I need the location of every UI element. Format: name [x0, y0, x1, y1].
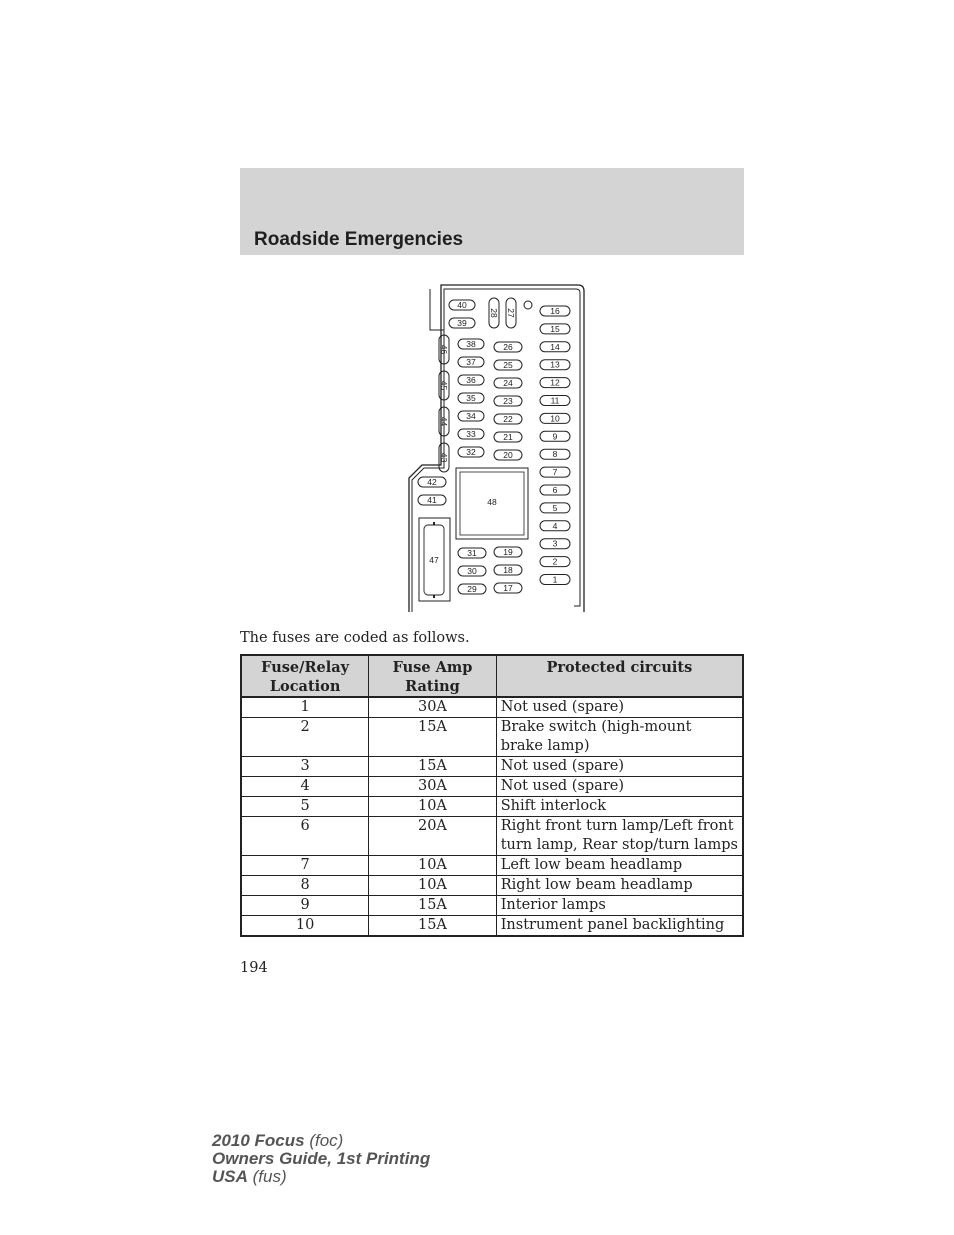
- fuse-label: 7: [552, 467, 558, 478]
- fuse-slot: [494, 547, 522, 557]
- fuse-slot: [418, 495, 446, 505]
- fuse-label: 39: [457, 318, 467, 328]
- fuse-label: 5: [552, 502, 558, 513]
- cell-rating: 15A: [369, 896, 496, 916]
- cell-location: 7: [241, 856, 369, 876]
- fuse-label: 33: [466, 429, 476, 439]
- fuse-label: 36: [466, 375, 476, 385]
- fuse-label: 23: [503, 396, 513, 406]
- fuse-slot: [494, 342, 522, 352]
- cell-rating: 30A: [369, 697, 496, 718]
- cell-location: 9: [241, 896, 369, 916]
- cell-location: 8: [241, 876, 369, 896]
- header-circuits: Protected circuits: [496, 655, 743, 697]
- cell-rating: 10A: [369, 876, 496, 896]
- cell-location: 3: [241, 757, 369, 777]
- table-row: [241, 697, 743, 718]
- table-row: [241, 757, 743, 777]
- table-row: [241, 856, 743, 876]
- section-title: Roadside Emergencies: [254, 229, 464, 250]
- fuse-slot: [540, 396, 570, 406]
- fuse-slot: [540, 378, 570, 388]
- fuse-label: 34: [466, 411, 476, 421]
- cell-circuits: Shift interlock: [496, 797, 743, 817]
- relay-47-label: 47: [429, 555, 439, 565]
- table-row: [241, 876, 743, 896]
- fuse-label: 37: [466, 357, 476, 367]
- fuse-table: [240, 654, 744, 937]
- intro-text: The fuses are coded as follows.: [240, 630, 470, 646]
- fuse-slot: [458, 548, 486, 558]
- table-row: [241, 896, 743, 916]
- cell-circuits: Not used (spare): [496, 777, 743, 797]
- fuse-label: 31: [467, 548, 477, 558]
- fuse-label: 24: [503, 378, 513, 388]
- cell-location: 1: [241, 697, 369, 718]
- fuse-slot: [458, 375, 484, 385]
- cell-location: 6: [241, 817, 369, 856]
- fuse-slot: [458, 339, 484, 349]
- cell-circuits: Interior lamps: [496, 896, 743, 916]
- page-number: 194: [240, 960, 268, 976]
- fuse-slot: [494, 565, 522, 575]
- cell-circuits: Not used (spare): [496, 757, 743, 777]
- fuse-label: 17: [503, 583, 513, 593]
- fuse-label: 42: [427, 477, 437, 487]
- fuse-label: 43: [439, 452, 449, 463]
- cell-circuits: Not used (spare): [496, 697, 743, 718]
- fuse-label: 44: [439, 416, 449, 427]
- fuse-label: 32: [466, 447, 476, 457]
- fuse-label: 20: [503, 450, 513, 460]
- fuse-slot: [458, 393, 484, 403]
- fuse-label: 19: [503, 547, 513, 557]
- footer-market: USA: [212, 1167, 248, 1186]
- fuse-slot: [506, 298, 516, 328]
- cell-location: 4: [241, 777, 369, 797]
- fuse-slot: [458, 566, 486, 576]
- fuse-slot: [540, 485, 570, 495]
- fuse-panel-diagram: [400, 280, 590, 615]
- fuse-slot: [540, 342, 570, 352]
- fuse-label: 26: [503, 342, 513, 352]
- fuse-slot: [540, 413, 570, 423]
- fuse-label: 46: [439, 344, 449, 355]
- fuse-slot: [540, 467, 570, 477]
- fuse-slot: [449, 300, 475, 310]
- fuse-label: 2: [552, 556, 558, 567]
- cell-rating: 15A: [369, 916, 496, 937]
- fuse-slot: [458, 584, 486, 594]
- fuse-label: 25: [503, 360, 513, 370]
- fuse-slot: [540, 575, 570, 585]
- fuse-slot: [494, 378, 522, 388]
- fuse-slot: [458, 447, 484, 457]
- fuse-slot: [494, 396, 522, 406]
- fuse-label: 35: [466, 393, 476, 403]
- cell-rating: 10A: [369, 856, 496, 876]
- fuse-label: 30: [467, 566, 477, 576]
- fuse-table-header: [241, 655, 743, 697]
- fuse-slot: [494, 583, 522, 593]
- fuse-label: 45: [439, 380, 449, 391]
- fuse-label: 9: [552, 431, 558, 442]
- fuse-label: 22: [503, 414, 513, 424]
- cell-location: 10: [241, 916, 369, 937]
- fuse-label: 1: [552, 574, 558, 585]
- fuse-label: 14: [550, 341, 560, 352]
- footer-model: 2010 Focus: [212, 1131, 305, 1150]
- cell-circuits: Left low beam headlamp: [496, 856, 743, 876]
- footer-guide: Owners Guide, 1st Printing: [212, 1149, 431, 1168]
- cell-rating: 15A: [369, 718, 496, 757]
- cell-circuits: Instrument panel backlighting: [496, 916, 743, 937]
- fuse-slot: [540, 360, 570, 370]
- fuse-slot: [418, 477, 446, 487]
- table-row: [241, 777, 743, 797]
- fuse-slot: [458, 357, 484, 367]
- fuse-slot: [458, 429, 484, 439]
- fuse-slot: [494, 450, 522, 460]
- fuse-label: 8: [552, 449, 558, 460]
- fuse-slot: [540, 539, 570, 549]
- fuse-slot: [540, 521, 570, 531]
- table-row: [241, 817, 743, 856]
- footer-imprint: [212, 1132, 430, 1186]
- footer-model-code: (foc): [304, 1131, 344, 1150]
- table-row: [241, 797, 743, 817]
- cell-circuits: Brake switch (high-mount brake lamp): [496, 718, 743, 757]
- fuse-label: 29: [467, 584, 477, 594]
- fuse-slot: [540, 503, 570, 513]
- footer-market-code: (fus): [247, 1167, 287, 1186]
- header-location: Fuse/Relay Location: [241, 655, 369, 697]
- fuse-label: 21: [503, 432, 513, 442]
- fuse-slot: [458, 411, 484, 421]
- table-row: [241, 916, 743, 937]
- fuse-label: 11: [550, 395, 560, 406]
- fuse-slot: [540, 324, 570, 334]
- fuse-label: 38: [466, 339, 476, 349]
- fuse-label: 40: [457, 300, 467, 310]
- fuse-slot: [494, 432, 522, 442]
- cell-circuits: Right front turn lamp/Left front turn lamp, Rear stop/turn lamps: [496, 817, 743, 856]
- fuse-label: 10: [550, 413, 560, 424]
- fuse-label: 6: [552, 485, 558, 495]
- fuse-label: 16: [550, 306, 560, 316]
- cell-rating: 30A: [369, 777, 496, 797]
- fuse-label: 3: [552, 538, 558, 549]
- fuse-label: 13: [550, 359, 560, 370]
- fuse-label: 18: [503, 565, 513, 575]
- relay-48-label: 48: [487, 497, 497, 507]
- section-header-band: [240, 168, 744, 255]
- header-rating: Fuse Amp Rating: [369, 655, 496, 697]
- fuse-slot: [449, 318, 475, 328]
- fuse-label: 41: [427, 495, 437, 505]
- fuse-slot: [540, 449, 570, 459]
- fuse-slot: [494, 360, 522, 370]
- cell-circuits: Right low beam headlamp: [496, 876, 743, 896]
- fuse-label: 15: [550, 323, 560, 334]
- fuse-label: 4: [552, 520, 558, 531]
- cell-location: 2: [241, 718, 369, 757]
- fuse-label: 12: [550, 377, 560, 388]
- fuse-slot: [540, 306, 570, 316]
- fuse-slot: [489, 298, 499, 328]
- table-row: [241, 718, 743, 757]
- cell-location: 5: [241, 797, 369, 817]
- fuse-slot: [494, 414, 522, 424]
- cell-rating: 15A: [369, 757, 496, 777]
- cell-rating: 10A: [369, 797, 496, 817]
- fuse-slot: [540, 557, 570, 567]
- fuse-label: 27: [506, 308, 516, 318]
- cell-rating: 20A: [369, 817, 496, 856]
- fuse-label: 28: [489, 308, 499, 318]
- fuse-slot: [540, 431, 570, 441]
